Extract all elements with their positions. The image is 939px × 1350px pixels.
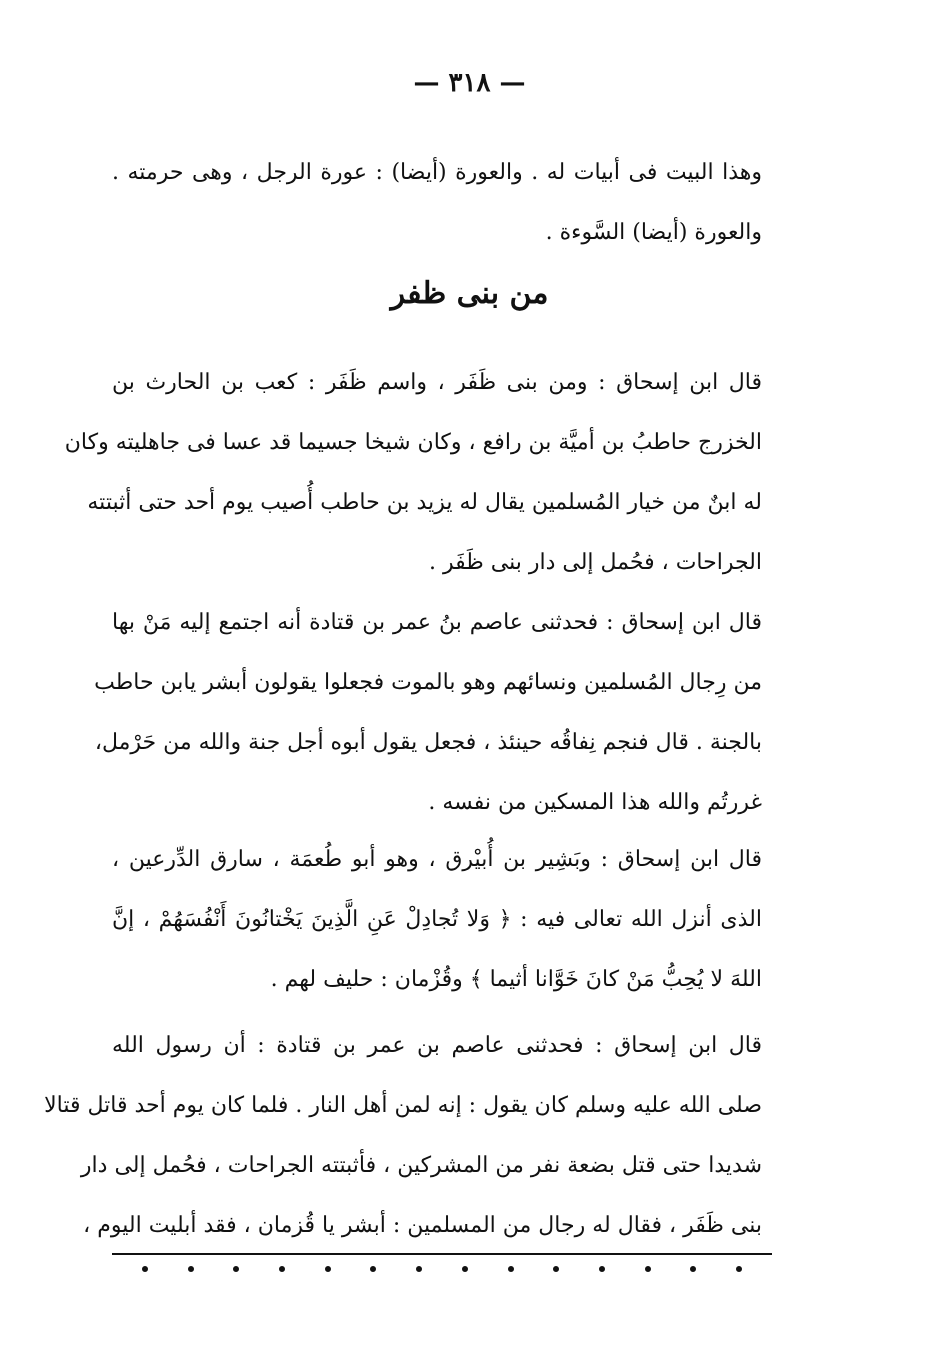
page-number: — ٣١٨ — [413, 68, 526, 98]
paragraph-1 [64, 353, 762, 593]
text-line: شديدا حتى قتل بضعة نفر من المشركين ، فأثبتته الجراحات ، فحُمل إلى دار [80, 1153, 762, 1178]
intro-block [112, 143, 762, 263]
footnote-rule [112, 1253, 772, 1255]
text-line: قال ابن إسحاق : وبَشِير بن أُبيْرق ، وهو أبو طُعمَة ، سارق الدِّرعين ، [112, 847, 762, 872]
footnote-dots [112, 1266, 772, 1272]
paragraph-3 [112, 830, 762, 1010]
text-line: قال ابن إسحاق : فحدثنى عاصم بن عمر بن قتادة : أن رسول الله [112, 1033, 762, 1058]
text-line: قال ابن إسحاق : فحدثنى عاصم بنُ عمر بن قتادة أنه اجتمع إليه مَنْ بها [112, 610, 762, 635]
dot [736, 1266, 742, 1272]
text-line: اللهَ لا يُحِبُّ مَنْ كانَ خَوَّانا أثيما ﴾ وقُزْمان : حليف لهم . [270, 967, 762, 992]
dot [325, 1266, 331, 1272]
dot [188, 1266, 194, 1272]
dot [553, 1266, 559, 1272]
text-line: الذى أنزل الله تعالى فيه : ﴿ وَلا تُجادِلْ عَنِ الَّذِينَ يَخْتانُونَ أَنْفُسَهُمْ ، إنَّ [112, 907, 762, 932]
paragraph-2 [94, 593, 762, 833]
text-line: له ابنٌ من خيار المُسلمين يقال له يزيد بن حاطب أُصيب يوم أحد حتى أثبتته [87, 490, 762, 515]
dot [645, 1266, 651, 1272]
text-line: بالجنة . قال فنجم نِفاقُه حينئذ ، فجعل يقول أبوه أجل جنة والله من حَرْمل، [94, 730, 762, 755]
text-line: من رِجال المُسلمين ونسائهم وهو بالموت فجعلوا يقولون أبشر يابن حاطب [94, 670, 762, 695]
text-line: قال ابن إسحاق : ومن بنى ظَفَر ، واسم ظَفَر : كعب بن الحارث بن [112, 370, 762, 395]
dot [142, 1266, 148, 1272]
text-line: صلى الله عليه وسلم كان يقول : إنه لمن أهل النار . فلما كان يوم أحد قاتل قتالا [44, 1093, 762, 1118]
text-line: الجراحات ، فحُمل إلى دار بنى ظَفَر . [429, 550, 762, 575]
dot [370, 1266, 376, 1272]
dot [416, 1266, 422, 1272]
dot [279, 1266, 285, 1272]
dot [690, 1266, 696, 1272]
text-line: غررتُم والله هذا المسكين من نفسه . [428, 790, 762, 815]
dot [508, 1266, 514, 1272]
text-line: بنى ظَفَر ، فقال له رجال من المسلمين : أبشر يا قُزمان ، فقد أبليت اليوم ، [83, 1213, 762, 1238]
text-line: والعورة (أيضا) السَّوءة . [545, 220, 762, 245]
dot [233, 1266, 239, 1272]
text-line: الخزرج حاطبُ بن أميَّة بن رافع ، وكان شيخا جسيما قد عسا فى جاهليته وكان [64, 430, 762, 455]
dot [599, 1266, 605, 1272]
text-line: وهذا البيت فى أبيات له . والعورة (أيضا) : عورة الرجل ، وهى حرمته . [112, 160, 762, 185]
section-heading: من بنى ظفر [390, 276, 549, 311]
paragraph-4 [44, 1016, 762, 1256]
dot [462, 1266, 468, 1272]
